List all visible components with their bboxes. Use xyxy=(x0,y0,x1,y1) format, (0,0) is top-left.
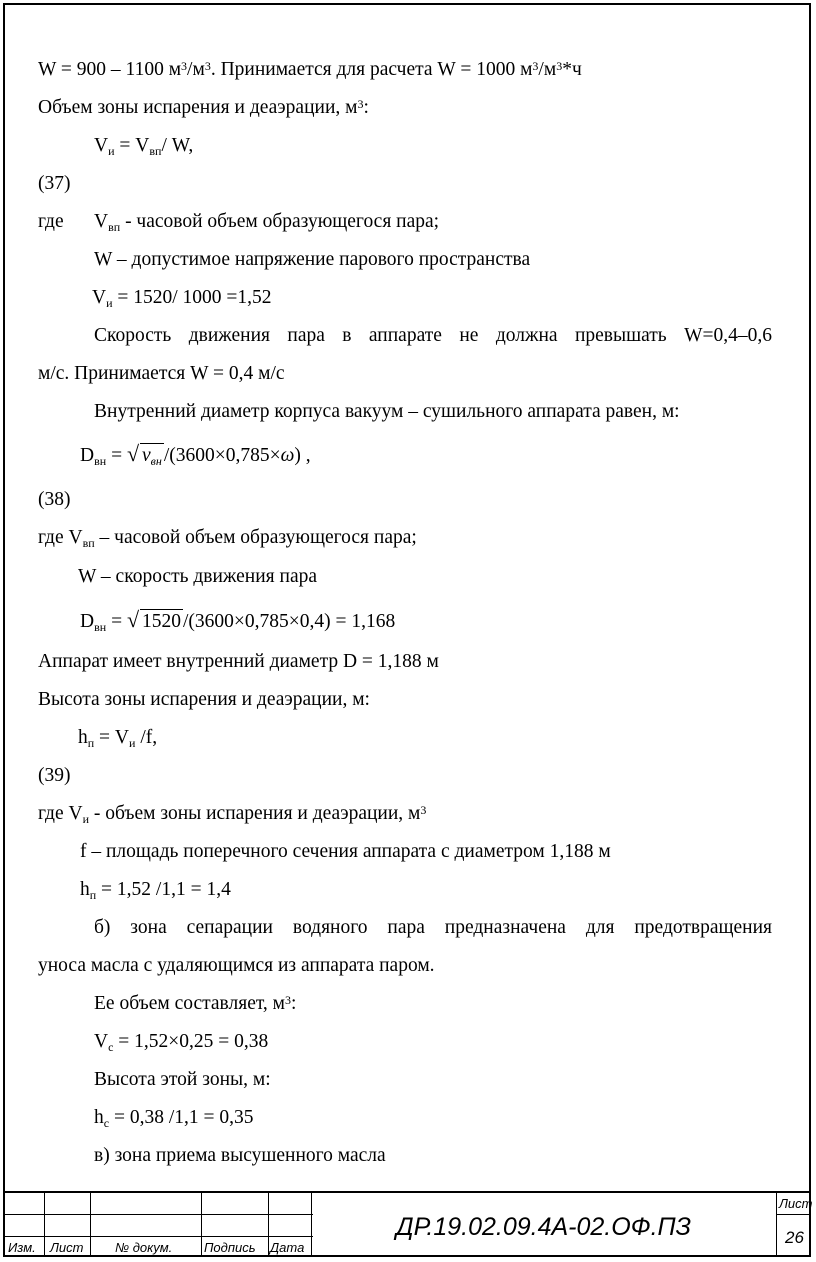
text-line: $V_и = 1520/$ 1000 =1,52 xyxy=(92,287,272,310)
text-line: $V_{вп}$ - часовой объем образующегося пара; xyxy=(94,211,440,234)
formula-line: $D_{вн}$ = √ $v_{вн}$ /(3600×0,785×ω) , xyxy=(80,441,311,468)
sqrt-sign: √ xyxy=(126,607,140,632)
formula-line: $D_{вн}$ = √ 1520 /(3600×0,785×0,4) = 1,168 xyxy=(80,607,396,634)
text-line: W = 900 – 1100 $м^3/м^3$. Принимается для расчета W = 1000 $м^3/м^3*ч$ xyxy=(38,59,582,80)
formula-line: $V_и = V_{вп}/$ W, xyxy=(94,135,194,158)
page-number: 26 xyxy=(785,1228,804,1247)
text-line: Аппарат имеет внутренний диаметр D = 1,188 м xyxy=(38,651,439,672)
text-line: Скорость движения пара в аппарате не должна превышать W=0,4–0,6 xyxy=(94,325,772,346)
text-line: Ее объем составляет, $м^3$: xyxy=(94,993,297,1014)
equation-number: (39) xyxy=(38,765,71,786)
title-block xyxy=(3,1191,811,1257)
text-line: в) зона приема высушенного масла xyxy=(94,1145,386,1166)
formula-line: $h_с = 0,38$ /1,1 = 0,35 xyxy=(94,1107,254,1130)
text-line: где $V_и$ - объем зоны испарения и деаэрации, $м^3$ xyxy=(38,803,427,826)
formula-line: $h_п = V_и$ /f, xyxy=(78,727,158,750)
document-code: ДР.19.02.09.4А-02.ОФ.ПЗ xyxy=(396,1213,691,1241)
data-label: Дата xyxy=(270,1240,305,1255)
text-line: Высота этой зоны, м: xyxy=(94,1069,271,1090)
formula-line: $h_п = 1,52$ /1,1 = 1,4 xyxy=(80,879,231,902)
formula-line: $V_с = 1,52\times 0,25 = 0,38$ xyxy=(94,1031,269,1054)
dokum-label: № докум. xyxy=(115,1240,173,1255)
text-line: где xyxy=(38,211,64,232)
text-line: уноса масла с удаляющимся из аппарата паром. xyxy=(38,955,435,976)
text-line: Объем зоны испарения и деаэрации, $м^3$: xyxy=(38,97,369,118)
text-line: W – допустимое напряжение парового пространства xyxy=(94,249,531,270)
text-line: Высота зоны испарения и деаэрации, м: xyxy=(38,689,370,710)
podpis-label: Подпись xyxy=(204,1240,256,1255)
text-line: W – скорость движения пара xyxy=(78,566,318,587)
text-line: f – площадь поперечного сечения аппарата с диаметром 1,188 м xyxy=(80,841,611,862)
text-line: Внутренний диаметр корпуса вакуум – сушильного аппарата равен, м: xyxy=(94,401,680,422)
text-line: где $V_{вп}$ – часовой объем образующегося пара; xyxy=(38,527,417,550)
izm-label: Изм. xyxy=(8,1240,36,1255)
text-line: б) зона сепарации водяного пара предназначена для предотвращения xyxy=(94,917,772,938)
sqrt-sign: √ xyxy=(126,441,140,466)
equation-number: (38) xyxy=(38,489,71,510)
text-line: м/с. Принимается W = 0,4 м/с xyxy=(38,363,285,384)
equation-number: (37) xyxy=(38,173,71,194)
sheet-label: Лист xyxy=(779,1196,813,1211)
list-label: Лист xyxy=(50,1240,84,1255)
